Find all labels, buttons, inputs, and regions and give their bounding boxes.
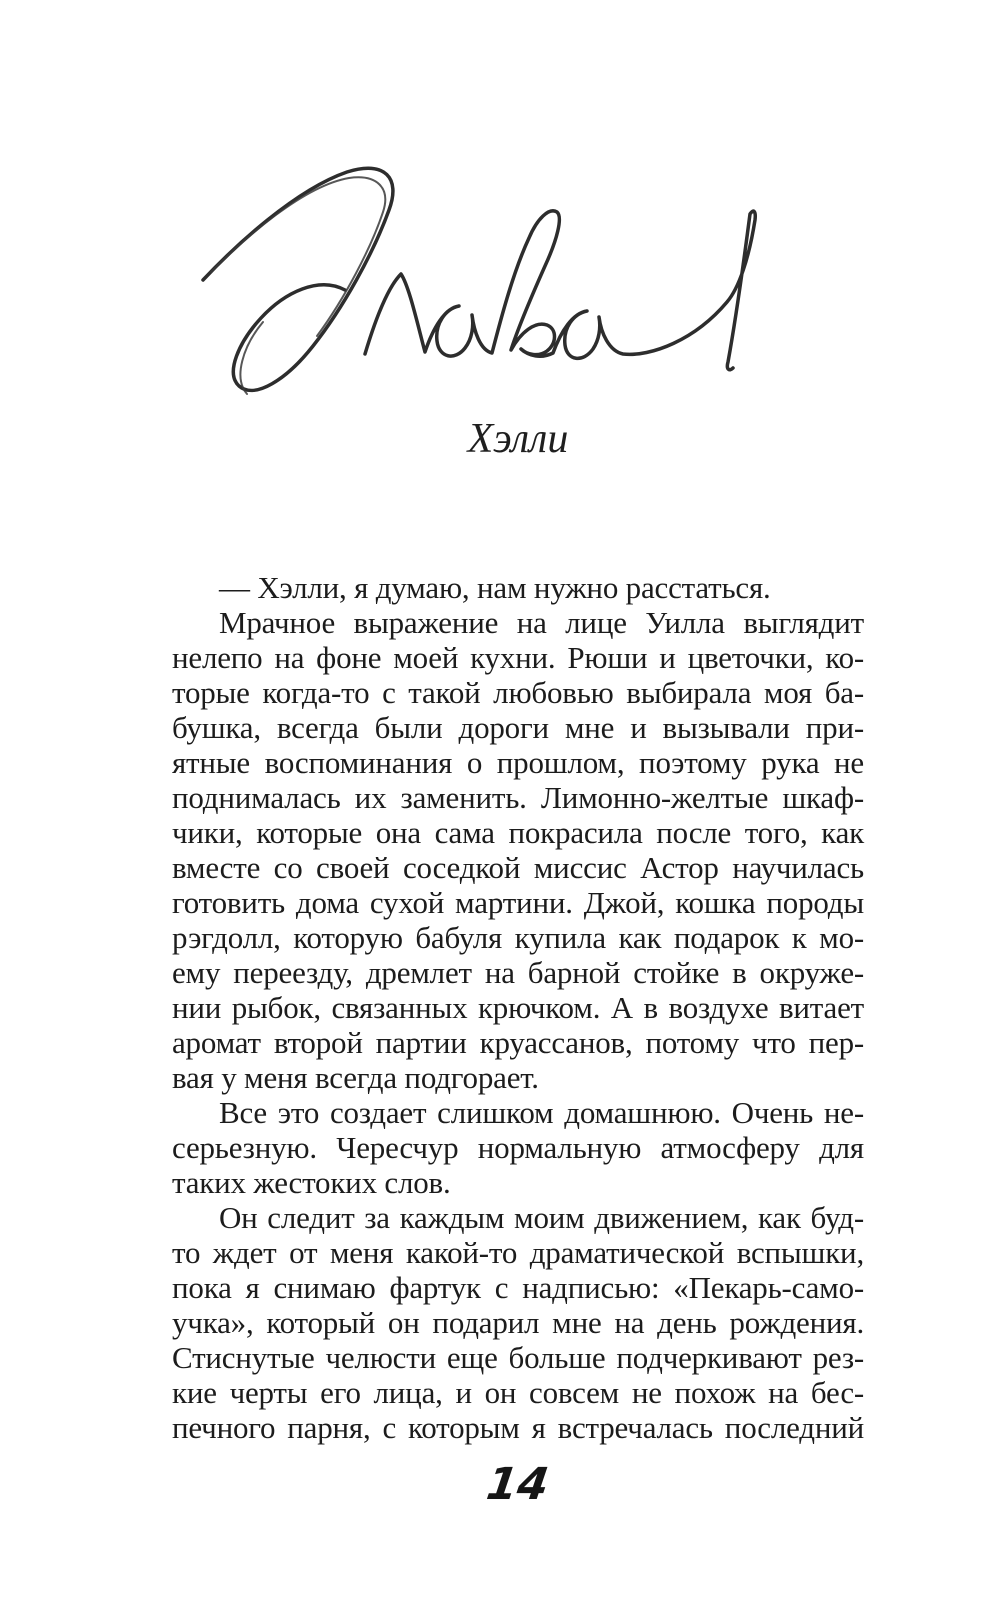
text-line: рэгдолл, которую бабуля купила как подарок к мо- bbox=[172, 920, 864, 955]
text-line: Все это создает слишком домашнюю. Очень не- bbox=[219, 1095, 864, 1130]
text-line: поднималась их заменить. Лимонно-желтые шкаф- bbox=[172, 780, 864, 815]
text-line: таких жестоких слов. bbox=[172, 1165, 451, 1200]
text-line: Мрачное выражение на лице Уилла выглядит bbox=[219, 605, 864, 640]
chapter-subtitle: Хэлли bbox=[467, 416, 569, 462]
text-line: бушка, всегда были дороги мне и вызывали при- bbox=[172, 710, 864, 745]
text-line: пока я снимаю фартук с надписью: «Пекарь-само- bbox=[172, 1270, 864, 1305]
paragraph bbox=[172, 1095, 864, 1200]
text-line: серьезную. Чересчур нормальную атмосферу для bbox=[172, 1130, 864, 1165]
page-number-value: 14 bbox=[483, 1459, 553, 1510]
text-line: Стиснутые челюсти еще больше подчеркивают рез- bbox=[172, 1340, 864, 1375]
text-line: то ждет от меня какой-то драматической вспышки, bbox=[172, 1235, 864, 1270]
text-line: нелепо на фоне моей кухни. Рюши и цветочки, ко- bbox=[172, 640, 864, 675]
text-line: торые когда-то с такой любовью выбирала моя ба- bbox=[172, 675, 864, 710]
text-line: готовить дома сухой мартини. Джой, кошка породы bbox=[172, 885, 864, 920]
text-line: аромат второй партии круассанов, потому что пер- bbox=[172, 1025, 864, 1060]
page-number bbox=[172, 1460, 864, 1510]
text-line: ятные воспоминания о прошлом, поэтому рука не bbox=[172, 745, 864, 780]
text-line: ему переезду, дремлет на барной стойке в окруже- bbox=[172, 955, 864, 990]
paragraph bbox=[172, 605, 864, 1095]
paragraph bbox=[172, 1200, 864, 1445]
text-line: нии рыбок, связанных крючком. А в воздухе витает bbox=[172, 990, 864, 1025]
paragraph bbox=[172, 570, 864, 605]
text-line: чики, которые она сама покрасила после того, как bbox=[172, 815, 864, 850]
text-line: Он следит за каждым моим движением, как буд- bbox=[219, 1200, 864, 1235]
text-line: кие черты его лица, и он совсем не похож на бес- bbox=[172, 1375, 864, 1410]
chapter-script-handwriting bbox=[195, 162, 775, 402]
text-line: вместе со своей соседкой миссис Астор научилась bbox=[172, 850, 864, 885]
text-line: учка», который он подарил мне на день рождения. bbox=[172, 1305, 864, 1340]
text-line: — Хэлли, я думаю, нам нужно расстаться. bbox=[219, 570, 771, 605]
text-line: печного парня, с которым я встречалась последний bbox=[172, 1410, 864, 1445]
text-line: вая у меня всегда подгорает. bbox=[172, 1060, 539, 1095]
body-text bbox=[172, 570, 864, 1445]
